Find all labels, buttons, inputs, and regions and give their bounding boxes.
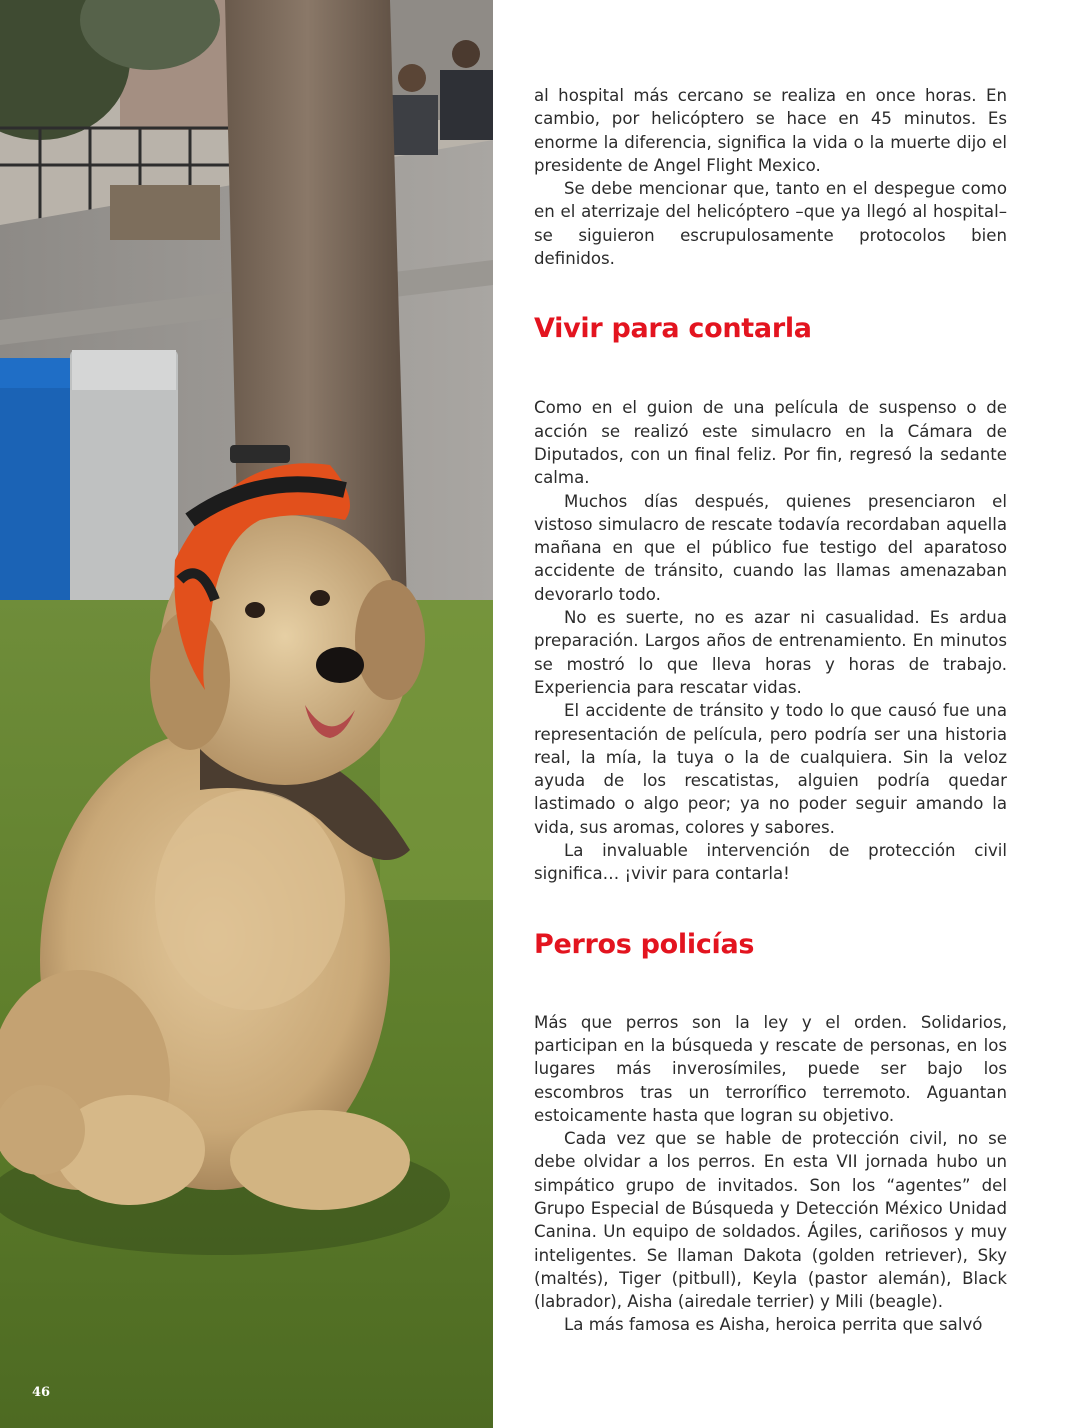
section-heading-vivir: Vivir para contarla [534,313,812,345]
page-number: 46 [32,1385,51,1400]
vivir-paragraph-4: El accidente de tránsito y todo lo que causó fue una representación de película, pero podría ser una historia real, la mía, la tuya o la de cualquiera. Sin la veloz ayuda de los rescatistas, alguien podría quedar lastimado o algo peor; ya no poder seguir amando la vida, sus aromas, colores y sabores. [534,701,1007,837]
vivir-paragraph-3: No es suerte, no es azar ni casualidad. Es ardua preparación. Largos años de entrenamiento. En minutos se mostró lo que lleva horas y horas de trabajo. Experiencia para rescatar vidas. [534,608,1007,697]
vivir-paragraph-5: La invaluable intervención de protección civil significa… ¡vivir para contarla! [534,841,1007,884]
perros-paragraph-2: Cada vez que se hable de protección civil, no se debe olvidar a los perros. En esta VII jornada hubo un simpático grupo de invitados. Son los “agentes” del Grupo Especial de Búsqueda y Detección México Unidad Canina. Un equipo de soldados. Ágiles, cariñosos y muy inteligentes. Se llaman Dakota (golden retriever), Sky (maltés), Tiger (pitbull), Keyla (pastor alemán), Black (labrador), Aisha (airedale terrier) y Mili (beagle). [534,1129,1007,1312]
article-column [534,84,1007,1337]
vivir-paragraph-2: Muchos días después, quienes presenciaron el vistoso simulacro de rescate todavía recordaban aquella mañana en que el público fue testigo del aparatoso accidente de tránsito, cuando las llamas amenazaban devorarlo todo. [534,491,1007,604]
perros-paragraph-3: La más famosa es Aisha, heroica perrita que salvó [564,1315,983,1335]
vivir-paragraph-1: Como en el guion de una película de suspenso o de acción se realizó este simulacro en la Cámara de Diputados, con un final feliz. Por fin, regresó la sedante calma. [534,398,1007,488]
perros-paragraph-1: Más que perros son la ley y el orden. Solidarios, participan en la búsqueda y rescate de personas, en los lugares más inverosímiles, puede ser bajo los escombros tras un terrorífico terremoto. Aguantan estoicamente hasta que logran su objetivo. [534,1012,1007,1125]
dog-photo [0,0,493,1428]
intro-paragraph-2: Se debe mencionar que, tanto en el despegue como en el aterrizaje del helicóptero –que ya llegó al hospital– se siguieron escrupulosamente protocolos bien definidos. [534,179,1007,269]
intro-paragraph-1: al hospital más cercano se realiza en once horas. En cambio, por helicóptero se hace en 45 minutos. Es enorme la diferencia, significa la vida o la muerte dijo el presidente de Angel Flight Mexico. [534,86,1007,175]
section-heading-perros: Perros policías [534,928,755,960]
dog-photo-icon [0,0,493,1428]
